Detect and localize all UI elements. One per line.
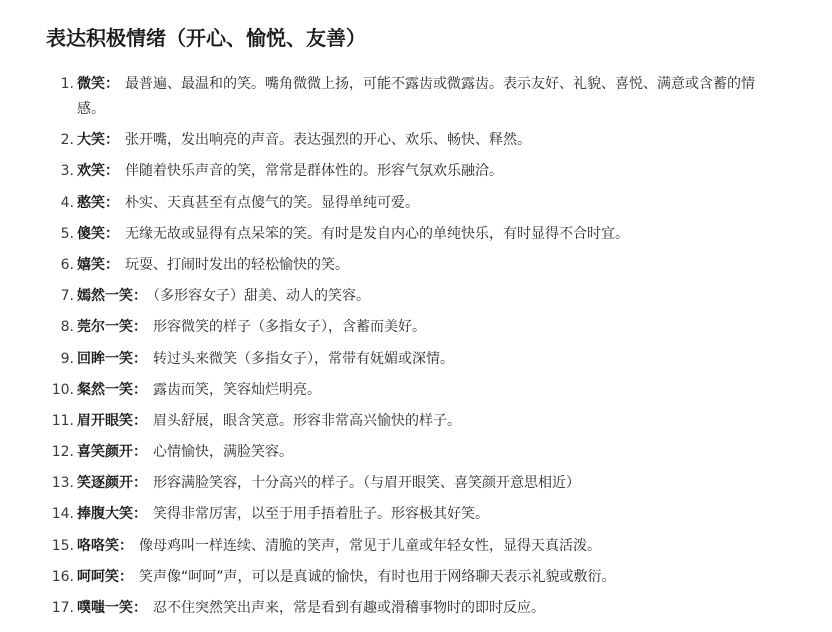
item-description: 形容微笑的样子（多指女子），含蓄而美好。 — [153, 319, 426, 336]
item-number: 12. — [51, 444, 74, 461]
list-item — [46, 315, 832, 340]
item-number: 13. — [51, 475, 74, 492]
item-separator: ： — [133, 381, 147, 398]
list-item — [46, 502, 832, 527]
list-item — [46, 471, 832, 496]
item-description: 无缘无故或显得有点呆笨的笑。有时是发自内心的单纯快乐，有时显得不合时宜。 — [125, 225, 629, 242]
item-separator: ： — [133, 475, 147, 492]
list-item — [46, 72, 832, 122]
item-separator: ： — [133, 412, 147, 429]
item-description: 最普遍、最温和的笑。嘴角微微上扬，可能不露齿或微露齿。表示友好、礼貌、喜悦、满意或含蓄的情感。 — [77, 76, 755, 117]
item-body — [76, 440, 777, 465]
item-body — [76, 471, 777, 496]
list-item — [46, 191, 832, 216]
section-title: 表达积极情绪（开心、愉悦、友善） — [46, 26, 366, 50]
item-body — [76, 159, 777, 184]
item-number: 17. — [51, 600, 74, 616]
item-description: （多形容女子）甜美、动人的笑容。 — [153, 288, 370, 305]
item-term: 笑逐颜开 — [77, 475, 133, 492]
item-separator: ： — [105, 256, 119, 273]
item-description: 像母鸡叫一样连续、清脆的笑声，常见于儿童或年轻女性，显得天真活泼。 — [139, 537, 601, 554]
item-description: 眉头舒展，眼含笑意。形容非常高兴愉快的样子。 — [153, 412, 461, 429]
item-description: 笑得非常厉害，以至于用手捂着肚子。形容极其好笑。 — [153, 506, 489, 523]
item-description: 朴实、天真甚至有点傻气的笑。显得单纯可爱。 — [125, 194, 419, 211]
item-term: 喜笑颜开 — [77, 444, 133, 461]
list-item — [46, 159, 832, 184]
item-number: 4. — [60, 194, 74, 211]
list-item — [46, 596, 832, 621]
item-term: 微笑 — [77, 76, 105, 92]
item-number: 14. — [51, 506, 74, 523]
item-description: 心情愉快，满脸笑容。 — [153, 444, 293, 461]
list-item — [46, 440, 832, 465]
item-body — [76, 502, 777, 527]
item-separator: ： — [105, 194, 119, 211]
item-separator: ： — [105, 225, 119, 242]
list-item — [46, 128, 832, 153]
list-item — [46, 378, 832, 403]
item-number: 3. — [60, 163, 74, 180]
item-body — [76, 191, 777, 216]
item-body — [76, 378, 777, 403]
item-term: 眉开眼笑 — [77, 412, 133, 429]
item-number: 16. — [51, 568, 74, 585]
item-body — [76, 72, 777, 122]
item-term: 咯咯笑 — [77, 537, 119, 554]
item-separator: ： — [119, 568, 133, 585]
list-item — [46, 347, 832, 372]
item-number: 8. — [60, 319, 74, 336]
item-body — [76, 409, 777, 434]
item-separator: ： — [133, 319, 147, 336]
item-separator: ： — [133, 506, 147, 523]
item-term: 欢笑 — [77, 163, 105, 180]
item-term: 捧腹大笑 — [77, 506, 133, 523]
item-term: 嬉笑 — [77, 256, 105, 273]
item-separator: ： — [133, 288, 147, 305]
item-body — [76, 284, 777, 309]
item-term: 回眸一笑 — [77, 350, 133, 367]
list-item — [46, 222, 832, 247]
item-number: 5. — [60, 225, 74, 242]
item-body — [76, 596, 777, 621]
item-separator: ： — [105, 76, 119, 92]
item-description: 忍不住突然笑出声来，常是看到有趣或滑稽事物时的即时反应。 — [153, 600, 545, 616]
item-term: 大笑 — [77, 132, 105, 149]
item-body — [76, 534, 777, 559]
list-item — [46, 409, 832, 434]
item-number: 15. — [51, 537, 74, 554]
item-term: 憨笑 — [77, 194, 105, 211]
item-separator: ： — [119, 537, 133, 554]
item-body — [76, 222, 777, 247]
item-number: 6. — [60, 256, 74, 273]
item-description: 伴随着快乐声音的笑，常常是群体性的。形容气氛欢乐融洽。 — [125, 163, 503, 180]
list-item — [46, 284, 832, 309]
item-description: 形容满脸笑容，十分高兴的样子。（与眉开眼笑、喜笑颜开意思相近） — [153, 475, 580, 492]
item-body — [76, 128, 777, 153]
item-term: 噗嗤一笑 — [77, 600, 133, 616]
item-number: 2. — [60, 132, 74, 149]
item-description: 玩耍、打闹时发出的轻松愉快的笑。 — [125, 256, 349, 273]
item-description: 笑声像“呵呵”声，可以是真诚的愉快，有时也用于网络聊天表示礼貌或敷衍。 — [139, 568, 616, 585]
list-item — [46, 534, 832, 559]
item-number: 11. — [51, 412, 74, 429]
item-separator: ： — [133, 444, 147, 461]
item-term: 粲然一笑 — [77, 381, 133, 398]
item-separator: ： — [105, 163, 119, 180]
list-item — [46, 565, 832, 590]
item-number: 9. — [60, 350, 74, 367]
item-separator: ： — [133, 600, 147, 616]
item-separator: ： — [105, 132, 119, 149]
item-body — [76, 347, 777, 372]
smile-list — [46, 72, 832, 621]
item-description: 张开嘴，发出响亮的声音。表达强烈的开心、欢乐、畅快、释然。 — [125, 132, 531, 149]
item-separator: ： — [133, 350, 147, 367]
item-term: 嫣然一笑 — [77, 288, 133, 305]
item-description: 转过头来微笑（多指女子），常带有妩媚或深情。 — [153, 350, 454, 367]
item-number: 7. — [60, 288, 74, 305]
item-body — [76, 565, 777, 590]
item-term: 傻笑 — [77, 225, 105, 242]
item-term: 呵呵笑 — [77, 568, 119, 585]
item-term: 莞尔一笑 — [77, 319, 133, 336]
item-number: 10. — [51, 381, 74, 398]
item-number: 1. — [60, 76, 74, 92]
item-description: 露齿而笑，笑容灿烂明亮。 — [153, 381, 321, 398]
list-item — [46, 253, 832, 278]
item-body — [76, 315, 777, 340]
item-body — [76, 253, 777, 278]
